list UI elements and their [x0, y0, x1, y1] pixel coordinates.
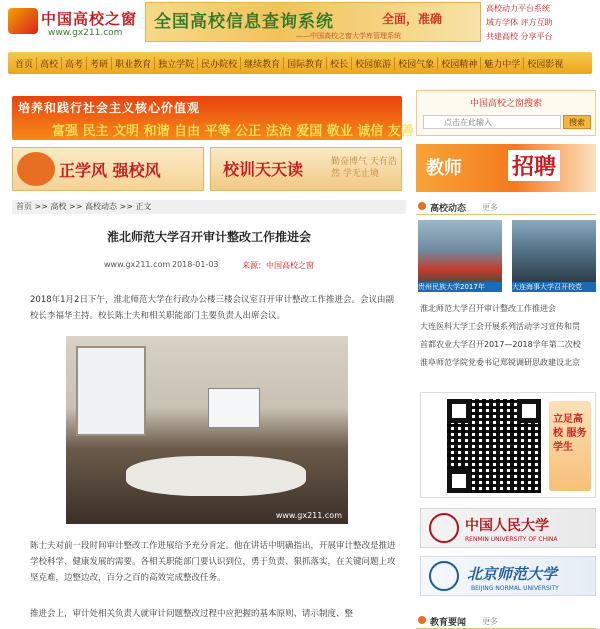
photo-window — [76, 346, 146, 436]
article-paragraph: 2018年1月2日下午，淮北师范大学在行政办公楼三楼会议室召开审计整改工作推进会。会议由副校长李福华主持。校长陈士夫和相关职能部门主要负责人出席会议。 — [30, 295, 394, 321]
edu-news-header — [416, 613, 596, 629]
motto-side: 勤奋博气 天有浩然 学无止境 — [331, 157, 397, 179]
section-bullet-icon — [418, 616, 426, 624]
news-thumbnail[interactable] — [418, 220, 502, 282]
top-link[interactable]: 高校动力平台系统 — [486, 4, 550, 13]
values-line-2: 富强 民主 文明 和谐 自由 平等 公正 法治 爱国 敬业 诚信 友善 — [52, 124, 414, 139]
top-link[interactable]: 共建高校 分享平台 — [486, 32, 553, 41]
nav-item[interactable]: 职业教育 — [112, 57, 155, 70]
main-nav — [8, 52, 592, 74]
motto-banner[interactable] — [210, 147, 402, 191]
banner-slogan: 全面，准确 — [382, 12, 443, 26]
dynamics-header — [416, 199, 596, 215]
nav-item[interactable]: 民办院校 — [198, 57, 241, 70]
bnu-seal-icon — [429, 561, 459, 591]
qr-finder — [517, 399, 541, 423]
nav-item[interactable]: 校长 — [327, 57, 352, 70]
nav-item[interactable]: 校园影视 — [527, 59, 564, 70]
meeting-photo — [66, 336, 348, 524]
news-item[interactable]: 大连医科大学工会开展系列活动学习宣传和贯 — [420, 322, 580, 331]
banner-photo — [17, 152, 55, 186]
qr-code-panel — [420, 392, 596, 498]
article-paragraph: 陈士夫对前一段时间审计整改工作进展给予充分肯定。他在讲话中明确指出，开展审计整改是推进学校科学、健康发展的需要。各相关职能部门要认识到位，勇于负责、狠抓落实，在关键问题上攻坚克难，边整边改，百分之百的高效完成整改任务。 — [30, 541, 396, 583]
top-links — [486, 2, 596, 44]
dynamics-title: 高校动态 — [430, 204, 467, 214]
logo-name: 中国高校之窗 — [41, 10, 138, 28]
news-item[interactable]: 淮北师范大学召开审计整改工作推进会 — [420, 304, 556, 313]
motto-title: 校训天天读 — [223, 160, 304, 179]
nav-item[interactable]: 校园精神 — [438, 57, 481, 70]
news-item[interactable]: 淮阜师范学院党委书记郑锐调研思政建设北京 — [420, 358, 580, 367]
article-paragraph: 推进会上，审计处相关负责人就审计问题整改过程中应把握的基本原则、请示制度、整 — [30, 609, 354, 619]
search-button[interactable]: 搜索 — [563, 115, 591, 129]
news-thumbnail[interactable] — [512, 220, 596, 282]
photo-screen — [208, 388, 260, 428]
thumbnail-caption[interactable]: 大连海事大学召开校党 — [512, 282, 596, 292]
search-input[interactable] — [423, 115, 561, 129]
nav-item[interactable]: 首页 — [12, 57, 37, 70]
nav-item[interactable]: 高校 — [37, 57, 62, 70]
qr-side-banner — [549, 401, 591, 491]
top-link[interactable]: 域方学体 评方互助 — [486, 18, 553, 27]
qr-finder — [447, 469, 471, 493]
news-item[interactable]: 首都农业大学召开2017—2018学年第二次校 — [420, 340, 581, 349]
site-search — [416, 90, 596, 136]
banner-title: 全国高校信息查询系统 — [154, 12, 334, 32]
nav-item[interactable]: 独立学院 — [155, 57, 198, 70]
article-source: 来源：中国高校之窗 — [242, 261, 314, 270]
nav-item[interactable]: 校园旅游 — [352, 57, 395, 70]
section-bullet-icon — [418, 202, 426, 210]
bnu-english: BEIJING NORMAL UNIVERSITY — [471, 585, 559, 592]
nav-item[interactable]: 考研 — [87, 57, 112, 70]
article-url: www.gx211.com — [104, 260, 171, 269]
teacher-recruit-banner[interactable] — [416, 144, 596, 192]
news-list — [420, 300, 598, 372]
edu-news-title: 教育要闻 — [430, 618, 467, 628]
school-style-banner[interactable] — [12, 147, 204, 191]
bnu-banner[interactable] — [420, 556, 596, 596]
query-system-banner[interactable] — [145, 2, 481, 42]
article-meta — [12, 260, 406, 274]
edu-news-more-link[interactable]: 更多 — [482, 617, 498, 626]
recruit-text-a: 教师 — [426, 158, 462, 179]
site-logo[interactable] — [8, 6, 138, 44]
nav-item[interactable]: 校园气象 — [395, 57, 438, 70]
nav-item[interactable]: 继续教育 — [241, 57, 284, 70]
core-values-banner[interactable] — [12, 96, 414, 140]
article-date: 2018-01-03 — [172, 260, 219, 269]
nav-item[interactable]: 高考 — [62, 57, 87, 70]
renmin-university-banner[interactable] — [420, 508, 596, 548]
recruit-text-b: 招聘 — [508, 150, 560, 181]
logo-mark-icon — [8, 8, 38, 34]
nav-item[interactable]: 国际教育 — [284, 57, 327, 70]
search-title: 中国高校之窗搜索 — [469, 99, 542, 109]
nav-item[interactable]: 魅力中学 — [481, 57, 524, 70]
ruc-seal-icon — [429, 513, 459, 543]
values-line-1: 培养和践行社会主义核心价值观 — [18, 101, 201, 115]
photo-watermark: www.gx211.com — [275, 511, 342, 520]
ruc-english: RENMIN UNIVERSITY OF CHINA — [465, 536, 558, 543]
dynamics-more-link[interactable]: 更多 — [482, 203, 498, 212]
ruc-name: 中国人民大学 — [465, 518, 549, 534]
photo-table — [126, 456, 306, 496]
breadcrumb[interactable]: 首页 >> 高校 >> 高校动态 >> 正文 — [12, 200, 406, 214]
logo-url: www.gx211.com — [48, 28, 123, 38]
bnu-name: 北京师范大学 — [467, 565, 558, 583]
style-title: 正学风 强校风 — [59, 161, 161, 180]
banner-sub: ——中国高校之窗大学库管理系统 — [296, 32, 401, 40]
qr-side-text: 立足高校 服务学生 — [553, 414, 587, 453]
article-title: 淮北师范大学召开审计整改工作推进会 — [106, 230, 311, 244]
qr-finder — [447, 399, 471, 423]
thumbnail-caption[interactable]: 贵州民族大学2017年 — [418, 282, 502, 292]
